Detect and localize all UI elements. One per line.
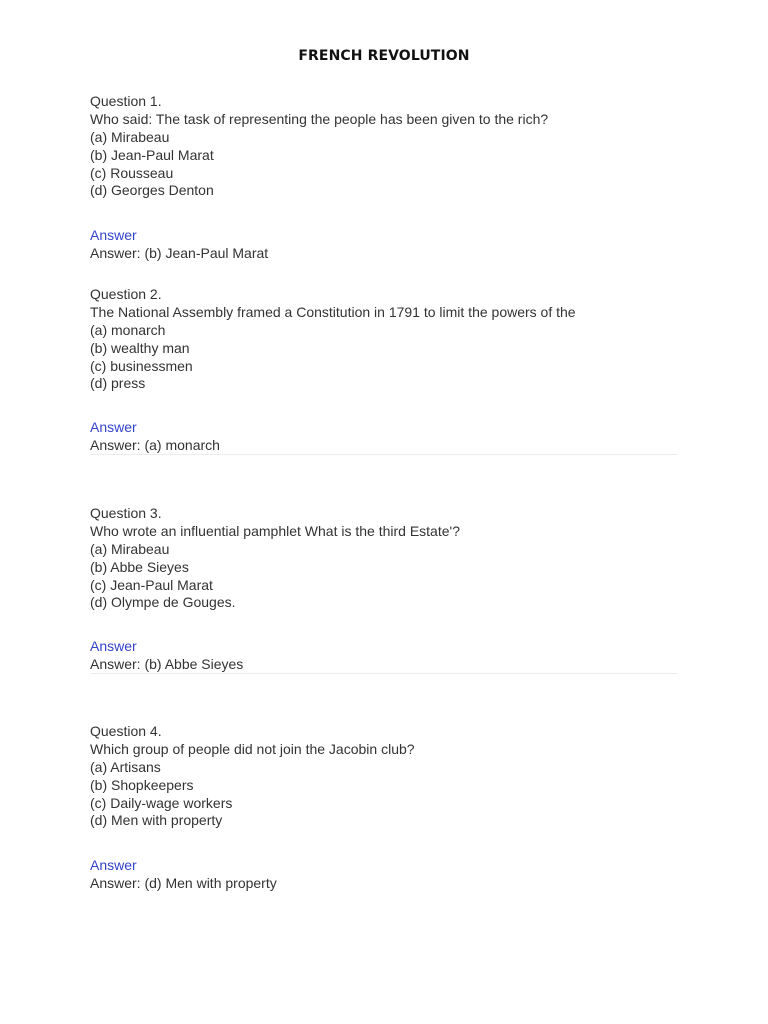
answer-3-text: Answer: (b) Abbe Sieyes <box>90 656 244 672</box>
question-4-number: Question 4. <box>90 723 162 739</box>
answer-2-block <box>90 418 690 454</box>
question-2-option-d: (d) press <box>90 375 146 392</box>
page-title: FRENCH REVOLUTION <box>298 48 470 64</box>
answer-4-block <box>90 856 690 892</box>
question-3-option-d: (d) Olympe de Gouges. <box>90 594 236 611</box>
question-1-option-a: (a) Mirabeau <box>90 128 170 145</box>
question-2-option-a: (a) monarch <box>90 321 166 338</box>
answer-4-text: Answer: (d) Men with property <box>90 875 277 891</box>
answer-2-text: Answer: (a) monarch <box>90 437 220 453</box>
question-3-text: Who wrote an influential pamphlet What is the third Estate'? <box>90 522 460 539</box>
question-3-block <box>90 505 690 612</box>
question-4-option-c: (c) Daily-wage workers <box>90 794 233 811</box>
answer-3-link[interactable]: Answer <box>90 638 137 654</box>
question-1-option-b: (b) Jean-Paul Marat <box>90 146 214 163</box>
answer-1-block <box>90 226 690 262</box>
divider-1 <box>90 454 678 455</box>
question-2-number: Question 2. <box>90 286 162 302</box>
question-4-block <box>90 723 690 830</box>
question-3-option-c: (c) Jean-Paul Marat <box>90 576 213 593</box>
divider-2 <box>90 673 678 674</box>
question-4-option-d: (d) Men with property <box>90 812 223 829</box>
question-1-number: Question 1. <box>90 93 162 109</box>
answer-4-link[interactable]: Answer <box>90 857 137 873</box>
question-1-option-d: (d) Georges Denton <box>90 182 214 199</box>
answer-1-text: Answer: (b) Jean-Paul Marat <box>90 245 269 261</box>
question-1-option-c: (c) Rousseau <box>90 164 174 181</box>
answer-2-link[interactable]: Answer <box>90 419 137 435</box>
answer-3-block <box>90 637 690 673</box>
question-1-text: Who said: The task of representing the people has been given to the rich? <box>90 110 549 127</box>
question-1-block <box>90 93 690 200</box>
question-3-option-a: (a) Mirabeau <box>90 540 170 557</box>
question-2-block <box>90 286 690 393</box>
question-3-option-b: (b) Abbe Sieyes <box>90 558 189 575</box>
question-2-text: The National Assembly framed a Constitution in 1791 to limit the powers of the <box>90 303 576 320</box>
question-4-option-b: (b) Shopkeepers <box>90 776 194 793</box>
question-4-option-a: (a) Artisans <box>90 758 161 775</box>
question-3-number: Question 3. <box>90 505 162 521</box>
question-2-option-b: (b) wealthy man <box>90 339 190 356</box>
question-4-text: Which group of people did not join the Jacobin club? <box>90 740 415 757</box>
question-2-option-c: (c) businessmen <box>90 357 193 374</box>
answer-1-link[interactable]: Answer <box>90 227 137 243</box>
